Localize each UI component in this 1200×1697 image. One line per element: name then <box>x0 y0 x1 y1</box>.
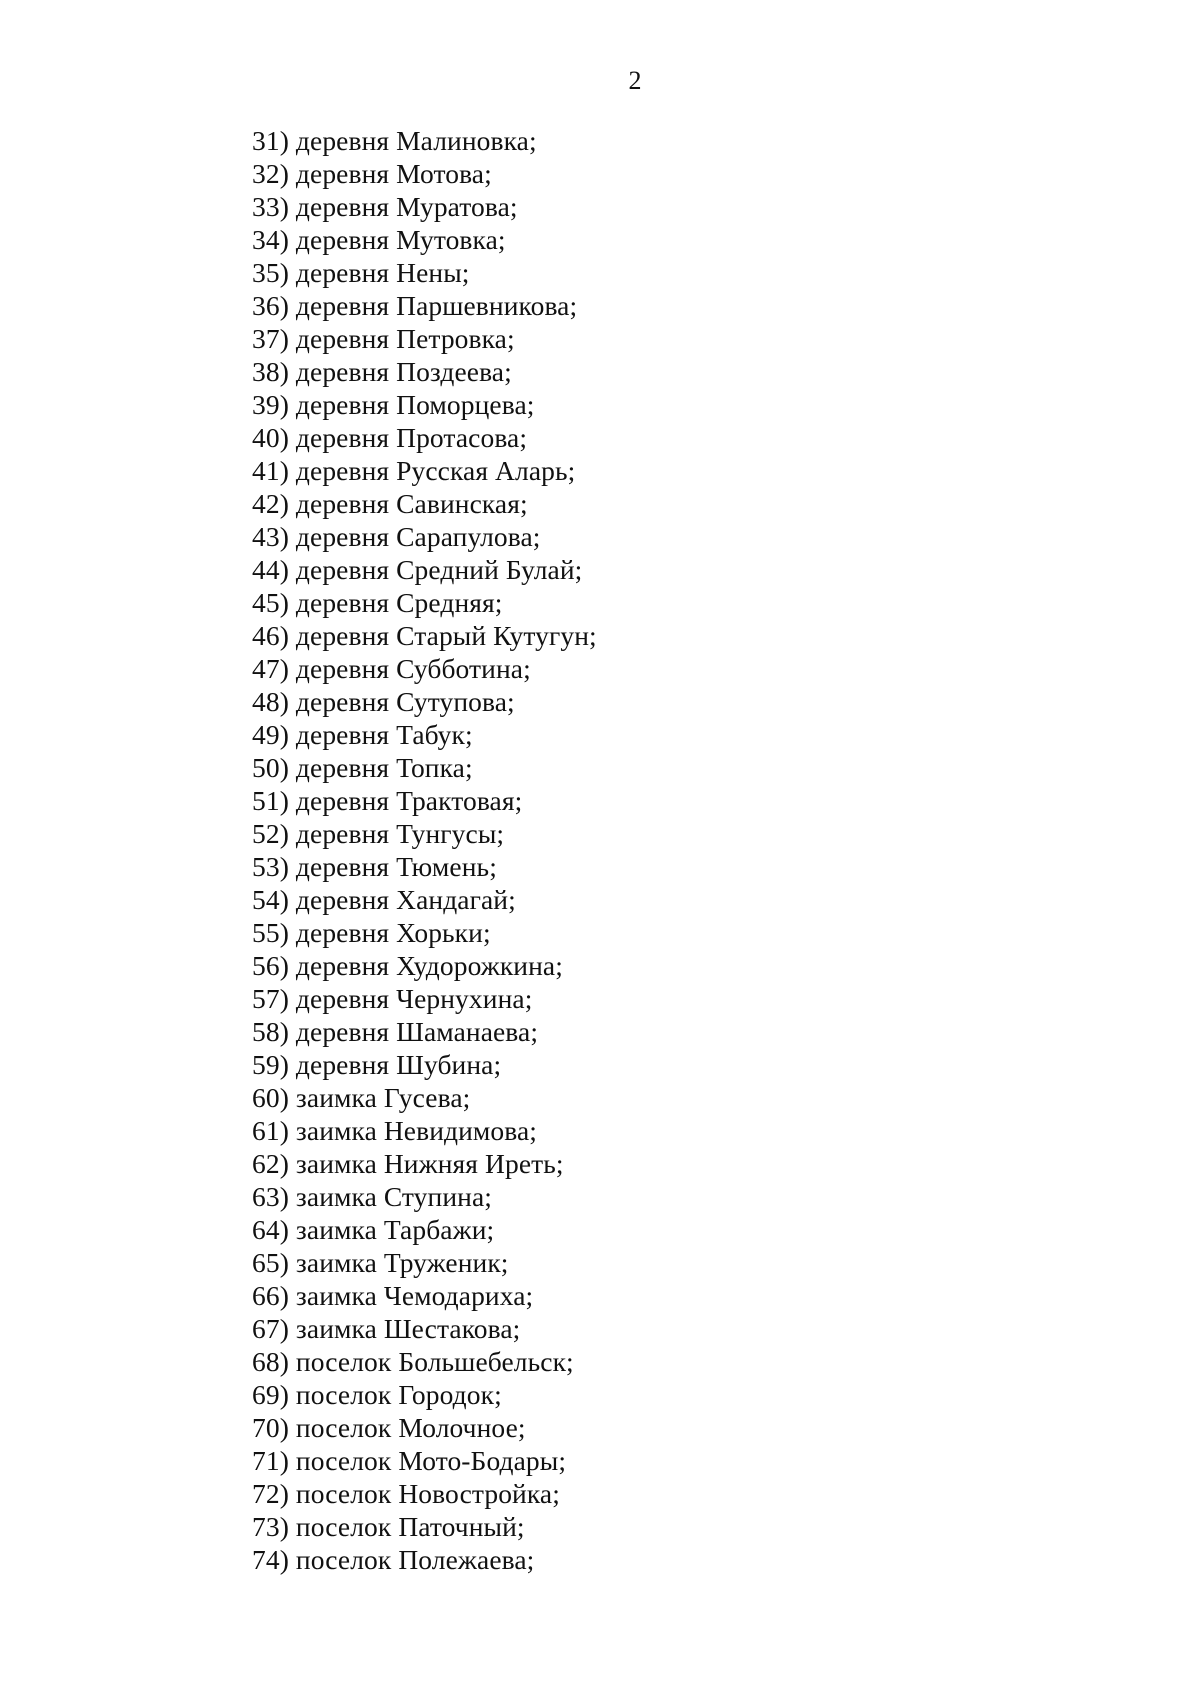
list-item: 46) деревня Старый Кутугун; <box>252 620 597 651</box>
list-item: 64) заимка Тарбажи; <box>252 1214 495 1245</box>
list-item: 52) деревня Тунгусы; <box>252 818 505 849</box>
list-item: 35) деревня Нены; <box>252 257 470 288</box>
list-item: 34) деревня Мутовка; <box>252 224 506 255</box>
list-item: 41) деревня Русская Аларь; <box>252 455 576 486</box>
list-item: 42) деревня Савинская; <box>252 488 528 519</box>
list-item: 60) заимка Гусева; <box>252 1082 471 1113</box>
list-item: 61) заимка Невидимова; <box>252 1115 538 1146</box>
list-item: 68) поселок Большебельск; <box>252 1346 574 1377</box>
list-item: 39) деревня Поморцева; <box>252 389 535 420</box>
list-item: 48) деревня Сутупова; <box>252 686 515 717</box>
settlement-list <box>252 124 597 1576</box>
list-item: 67) заимка Шестакова; <box>252 1313 521 1344</box>
list-item: 36) деревня Паршевникова; <box>252 290 578 321</box>
list-item: 51) деревня Трактовая; <box>252 785 523 816</box>
list-item: 71) поселок Мото-Бодары; <box>252 1445 567 1476</box>
list-item: 37) деревня Петровка; <box>252 323 515 354</box>
list-item: 50) деревня Топка; <box>252 752 473 783</box>
page-number: 2 <box>628 66 642 95</box>
list-item: 57) деревня Чернухина; <box>252 983 533 1014</box>
list-item: 49) деревня Табук; <box>252 719 473 750</box>
list-item: 72) поселок Новостройка; <box>252 1478 560 1509</box>
list-item: 65) заимка Труженик; <box>252 1247 509 1278</box>
list-item: 40) деревня Протасова; <box>252 422 528 453</box>
list-item: 73) поселок Паточный; <box>252 1511 525 1542</box>
list-item: 63) заимка Ступина; <box>252 1181 493 1212</box>
list-item: 59) деревня Шубина; <box>252 1049 502 1080</box>
list-item: 33) деревня Муратова; <box>252 191 518 222</box>
list-item: 70) поселок Молочное; <box>252 1412 526 1443</box>
list-item: 54) деревня Хандагай; <box>252 884 516 915</box>
list-item: 38) деревня Поздеева; <box>252 356 512 387</box>
list-item: 45) деревня Средняя; <box>252 587 503 618</box>
list-item: 74) поселок Полежаева; <box>252 1544 535 1575</box>
list-item: 58) деревня Шаманаева; <box>252 1016 539 1047</box>
list-item: 66) заимка Чемодариха; <box>252 1280 534 1311</box>
list-item: 43) деревня Сарапулова; <box>252 521 541 552</box>
list-item: 55) деревня Хорьки; <box>252 917 491 948</box>
list-item: 31) деревня Малиновка; <box>252 125 537 156</box>
list-item: 56) деревня Худорожкина; <box>252 950 563 981</box>
list-item: 53) деревня Тюмень; <box>252 851 497 882</box>
list-item: 47) деревня Субботина; <box>252 653 531 684</box>
list-item: 32) деревня Мотова; <box>252 158 492 189</box>
list-item: 69) поселок Городок; <box>252 1379 502 1410</box>
list-item: 62) заимка Нижняя Иреть; <box>252 1148 564 1179</box>
list-item: 44) деревня Средний Булай; <box>252 554 583 585</box>
